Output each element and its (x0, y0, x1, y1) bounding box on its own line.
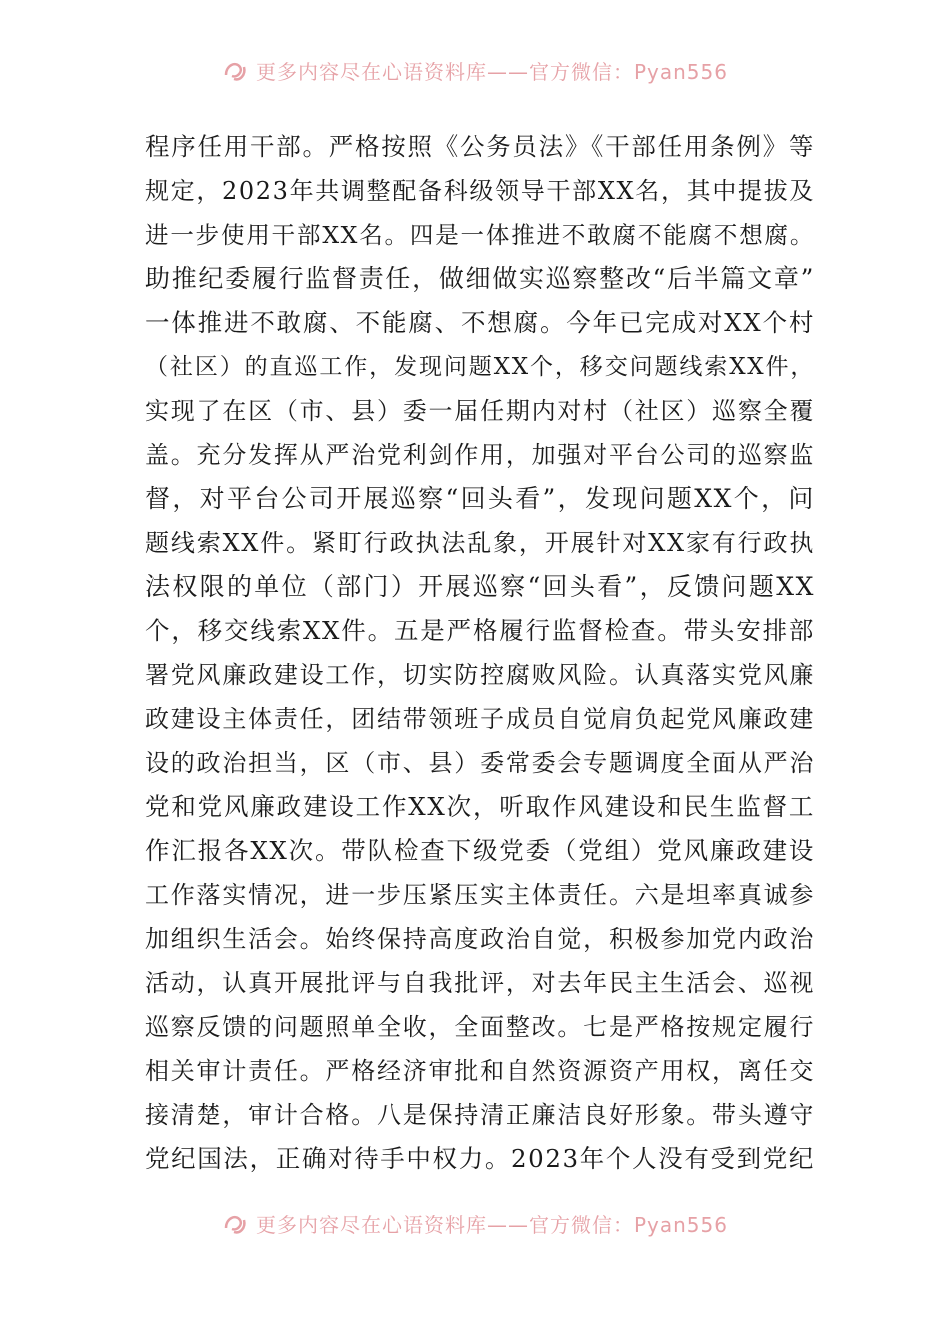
text-line: 加组织生活会。始终保持高度政治自觉，积极参加党内政治 (145, 925, 815, 953)
text-line: 法权限的单位（部门）开展巡察“回头看”，反馈问题XX (145, 572, 815, 601)
text-line: 程序任用干部。严格按照《公务员法》《干部任用条例》等 (145, 132, 815, 161)
document-body (145, 125, 815, 1181)
watermark-text: 更多内容尽在心语资料库——官方微信：Pyan556 (255, 1212, 728, 1237)
text-line: 党纪国法，正确对待手中权力。2023年个人没有受到党纪 (145, 1144, 815, 1173)
text-line: 个，移交线索XX件。五是严格履行监督检查。带头安排部 (145, 616, 815, 645)
text-line: 巡察反馈的问题照单全收，全面整改。七是严格按规定履行 (145, 1013, 815, 1041)
text-line: 一体推进不敢腐、不能腐、不想腐。今年已完成对XX个村 (145, 308, 815, 337)
text-line: 设的政治担当，区（市、县）委常委会专题调度全面从严治 (145, 749, 815, 777)
watermark-text: 更多内容尽在心语资料库——官方微信：Pyan556 (255, 59, 728, 84)
text-line: 接清楚，审计合格。八是保持清正廉洁良好形象。带头遵守 (145, 1101, 815, 1129)
text-line: 党和党风廉政建设工作XX次，听取作风建设和民生监督工 (145, 792, 815, 821)
text-line: 题线索XX件。紧盯行政执法乱象，开展针对XX家有行政执 (145, 529, 815, 557)
text-line: 活动，认真开展批评与自我批评，对去年民主生活会、巡视 (145, 969, 815, 997)
text-line: 进一步使用干部XX名。四是一体推进不敢腐不能腐不想腐。 (145, 221, 815, 249)
text-line: 助推纪委履行监督责任，做细做实巡察整改“后半篇文章” (145, 264, 815, 293)
text-line: 工作落实情况，进一步压紧压实主体责任。六是坦率真诚参 (145, 881, 815, 909)
text-line: 政建设主体责任，团结带领班子成员自觉肩负起党风廉政建 (145, 705, 815, 733)
text-line: 作汇报各XX次。带队检查下级党委（党组）党风廉政建设 (145, 836, 815, 865)
text-line: 盖。充分发挥从严治党利剑作用，加强对平台公司的巡察监 (145, 441, 815, 469)
text-line: 相关审计责任。严格经济审批和自然资源资产用权，离任交 (145, 1057, 815, 1085)
watermark-footer (0, 1203, 950, 1243)
brand-logo-icon (222, 57, 248, 83)
text-line: 督，对平台公司开展巡察“回头看”，发现问题XX个，问 (145, 484, 815, 513)
text-line: 实现了在区（市、县）委一届任期内对村（社区）巡察全覆 (145, 397, 815, 425)
text-line: 署党风廉政建设工作，切实防控腐败风险。认真落实党风廉 (145, 661, 815, 689)
brand-logo-icon (222, 1210, 248, 1236)
text-line: （社区）的直巡工作，发现问题XX个，移交问题线索XX件， (145, 354, 815, 380)
text-line: 规定，2023年共调整配备科级领导干部XX名，其中提拔及 (145, 177, 815, 205)
watermark-header (0, 50, 950, 90)
